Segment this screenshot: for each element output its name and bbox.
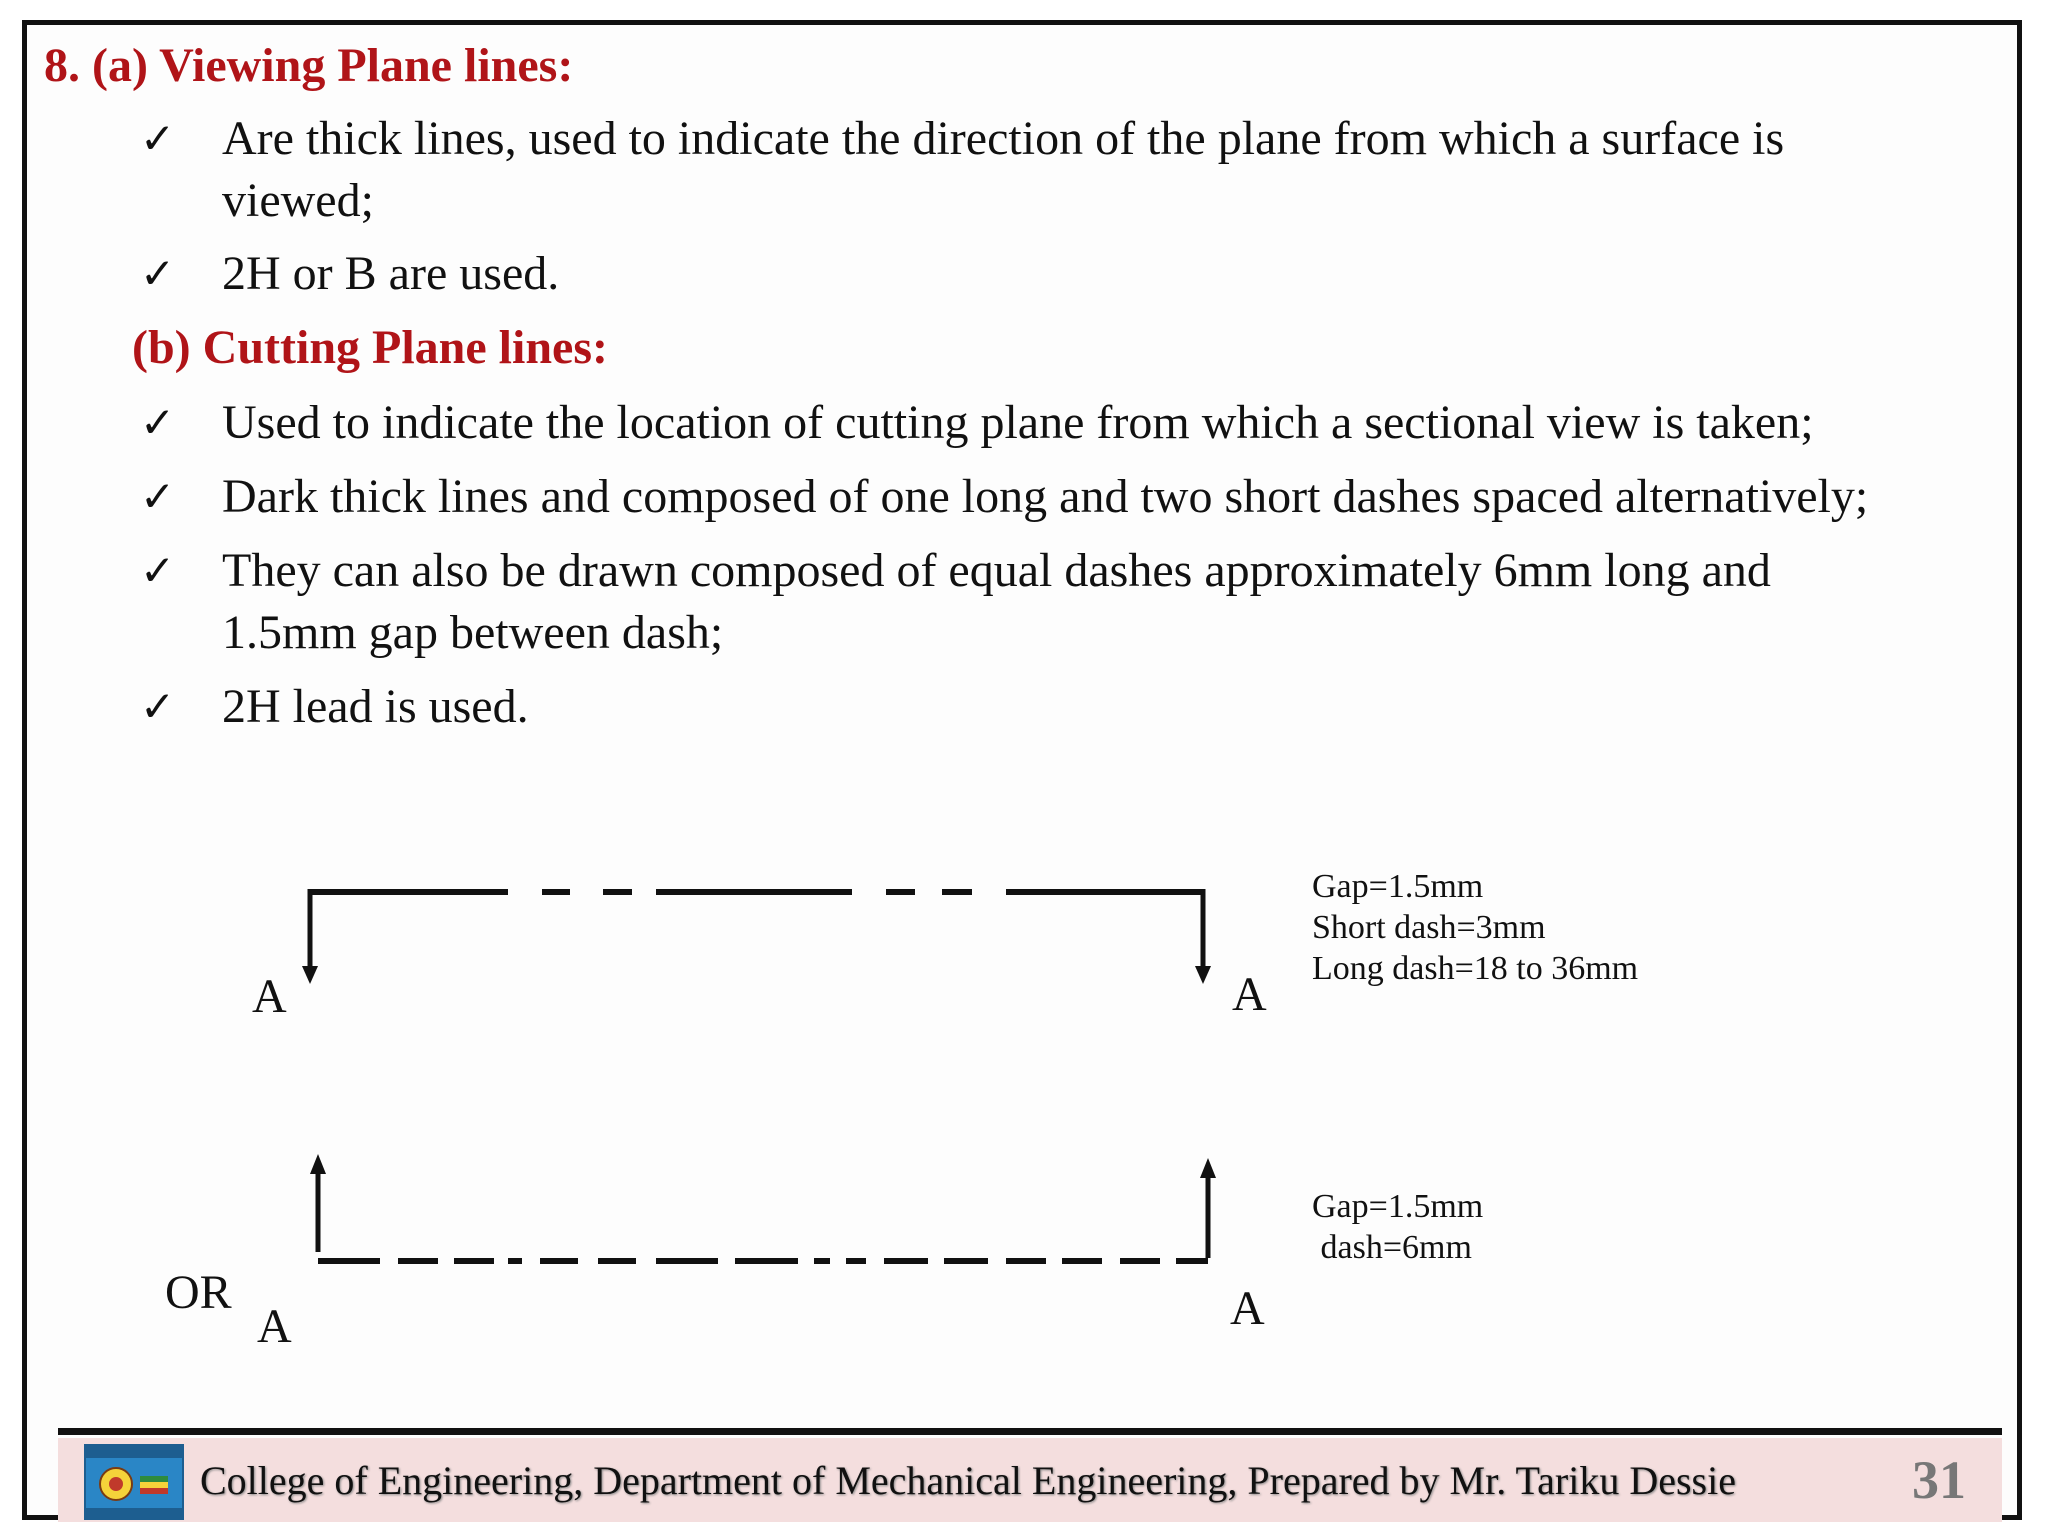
spec-dash: dash=6mm	[1312, 1229, 1472, 1266]
section-label-right: A	[1230, 1282, 1265, 1335]
arrow-down-icon	[1195, 966, 1211, 984]
check-icon: ✓	[140, 114, 176, 163]
arrow-up-icon	[1200, 1158, 1216, 1178]
bullet-text: Used to indicate the location of cutting plane from which a sectional view is taken;	[222, 396, 1814, 449]
section-b-heading: (b) Cutting Plane lines:	[132, 321, 609, 374]
spec-gap: Gap=1.5mm	[1312, 1188, 1484, 1225]
bullet-text: 2H lead is used.	[222, 680, 529, 733]
university-logo-icon	[84, 1444, 184, 1520]
spec-long-dash: Long dash=18 to 36mm	[1312, 950, 1639, 987]
bottom-right-arrow	[1200, 1158, 1216, 1258]
top-left-arrow	[302, 889, 318, 984]
top-right-arrow	[1195, 889, 1211, 984]
section-a-heading: 8. (a) Viewing Plane lines:	[44, 39, 574, 92]
or-label: OR	[165, 1266, 232, 1319]
bullet-text: 2H or B are used.	[222, 247, 560, 300]
footer-credit: College of Engineering, Department of Mechanical Engineering, Prepared by Mr. Tariku Dessie	[200, 1458, 1736, 1503]
bullet-text-continuation: 1.5mm gap between dash;	[222, 606, 724, 659]
section-label-right: A	[1232, 968, 1267, 1021]
footer-divider	[58, 1428, 2002, 1435]
bullet-text: Are thick lines, used to indicate the direction of the plane from which a surface is	[222, 112, 1785, 165]
section-label-left: A	[252, 970, 287, 1023]
check-icon: ✓	[140, 398, 176, 447]
bottom-left-arrow	[310, 1154, 326, 1252]
arrow-down-icon	[302, 966, 318, 984]
section-label-left: A	[257, 1300, 292, 1353]
bullet-text: Dark thick lines and composed of one long and two short dashes spaced alternatively;	[222, 470, 1869, 523]
check-icon: ✓	[140, 472, 176, 521]
bullet-text: They can also be drawn composed of equal dashes approximately 6mm long and	[222, 544, 1771, 597]
check-icon: ✓	[140, 682, 176, 731]
check-icon: ✓	[140, 249, 176, 298]
arrow-up-icon	[310, 1154, 326, 1174]
page-number: 31	[1912, 1450, 1966, 1510]
spec-gap: Gap=1.5mm	[1312, 868, 1484, 905]
bullet-text-continuation: viewed;	[222, 174, 374, 227]
spec-short-dash: Short dash=3mm	[1312, 909, 1546, 946]
check-icon: ✓	[140, 546, 176, 595]
